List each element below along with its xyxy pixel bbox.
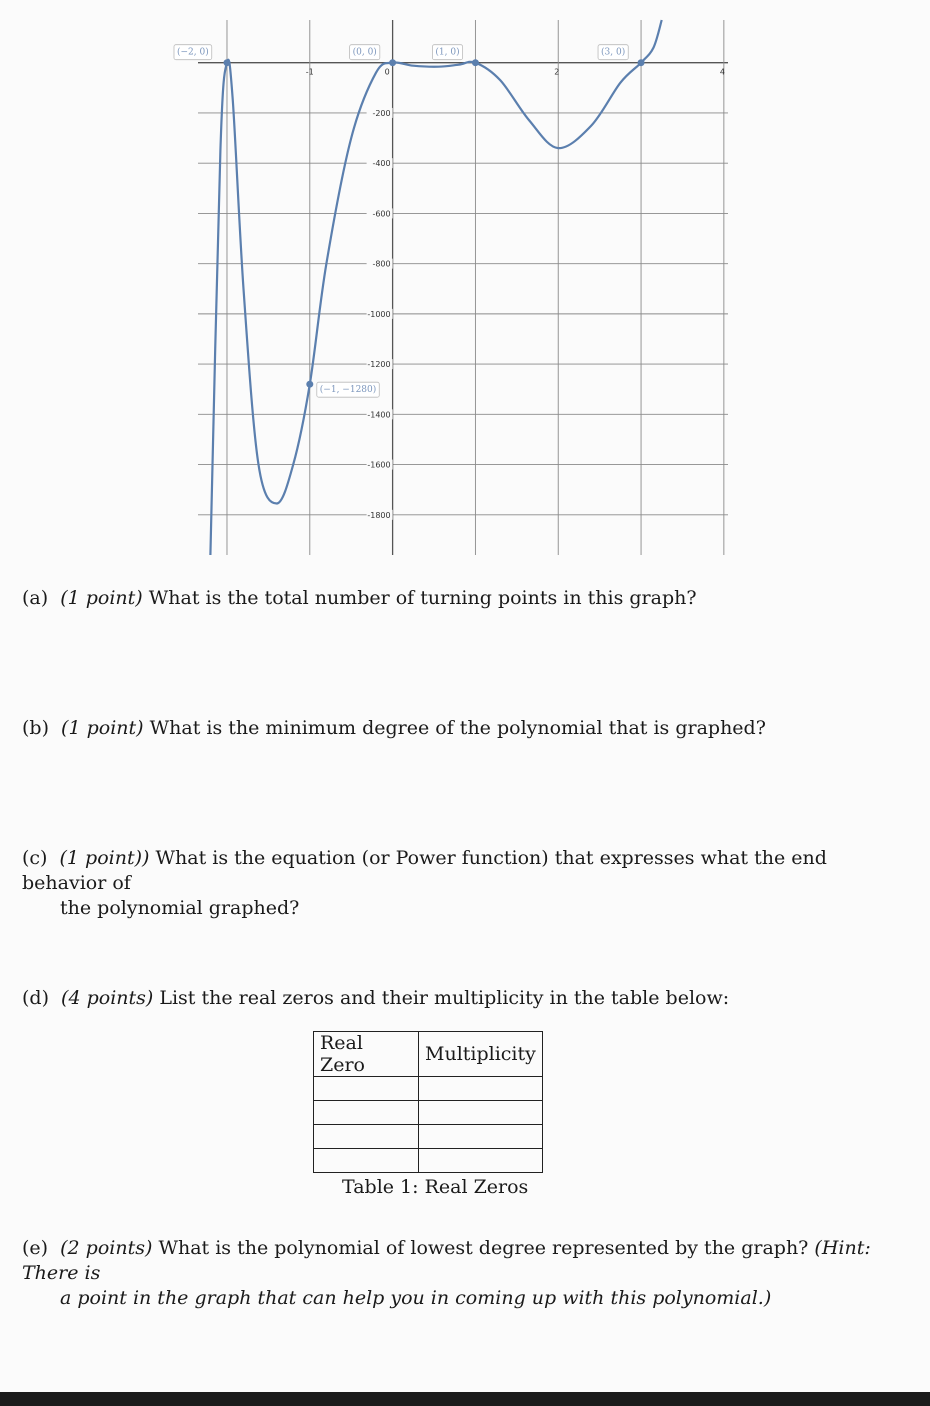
question-c-label: (c) [22,847,48,869]
question-e-text: What is the polynomial of lowest degree represented by the graph? [158,1237,809,1259]
polynomial-curve [210,20,661,555]
y-tick-label: -200 [372,108,391,118]
question-d-text: List the real zeros and their multiplicity in the table below: [159,987,730,1009]
question-e-points: (2 points) [60,1237,153,1259]
point-label: (3, 0) [601,47,626,58]
table-row[interactable] [314,1149,543,1173]
question-b-text: What is the minimum degree of the polynomial that is graphed? [149,717,766,739]
y-tick-label: -800 [372,259,391,269]
y-tick-label: -1800 [367,510,391,520]
zero-cell[interactable] [314,1077,419,1101]
data-point [223,59,230,66]
point-label: (1, 0) [435,47,460,58]
polynomial-graph [176,20,728,555]
multiplicity-cell[interactable] [419,1101,543,1125]
graph-canvas [176,20,728,555]
question-a-text: What is the total number of turning points in this graph? [148,587,697,609]
x-tick-label: -1 [305,67,314,77]
header-real-zero: Real Zero [314,1032,419,1077]
question-c [22,846,912,921]
y-tick-label: -400 [372,159,391,169]
question-e-hint-continued: a point in the graph that can help you in coming up with this polynomial.) [60,1287,772,1309]
y-tick-label: -1400 [367,410,391,420]
real-zeros-table [313,1031,543,1173]
zero-cell[interactable] [314,1125,419,1149]
y-tick-label: -1000 [367,309,391,319]
point-label: (−2, 0) [176,47,209,58]
multiplicity-cell[interactable] [419,1149,543,1173]
question-c-text: What is the equation (or Power function) that expresses what the end behavior of [22,847,827,894]
question-b-label: (b) [22,717,49,739]
table-caption: Table 1: Real Zeros [342,1176,529,1198]
point-label: (−1, −1280) [319,385,377,396]
x-tick-label: 4 [719,67,725,77]
multiplicity-cell[interactable] [419,1125,543,1149]
question-a [22,586,912,611]
question-c-points: (1 point)) [59,847,150,869]
question-b [22,716,912,741]
data-point [638,59,645,66]
data-point [472,59,479,66]
question-c-text-continued: the polynomial graphed? [60,897,300,919]
data-point [389,59,396,66]
question-d-label: (d) [22,987,49,1009]
bottom-bar [0,1392,930,1406]
x-tick-label: 2 [554,67,560,77]
data-point [306,381,313,388]
question-d-points: (4 points) [61,987,154,1009]
header-multiplicity: Multiplicity [419,1032,543,1077]
table-row[interactable] [314,1101,543,1125]
question-a-label: (a) [22,587,49,609]
question-b-points: (1 point) [61,717,144,739]
table-row[interactable] [314,1125,543,1149]
question-e-label: (e) [22,1237,49,1259]
zero-cell[interactable] [314,1149,419,1173]
question-a-points: (1 point) [60,587,143,609]
question-e-hint: (Hint: There is [22,1237,871,1284]
y-tick-label: -600 [372,209,391,219]
question-e [22,1236,912,1311]
table-row[interactable] [314,1077,543,1101]
y-tick-label: -1600 [367,460,391,470]
multiplicity-cell[interactable] [419,1077,543,1101]
y-tick-label: -1200 [367,360,391,370]
x-tick-label: 0 [384,67,390,77]
question-d [22,986,912,1011]
zero-cell[interactable] [314,1101,419,1125]
table-header-row [314,1032,543,1077]
point-label: (0, 0) [352,47,377,58]
